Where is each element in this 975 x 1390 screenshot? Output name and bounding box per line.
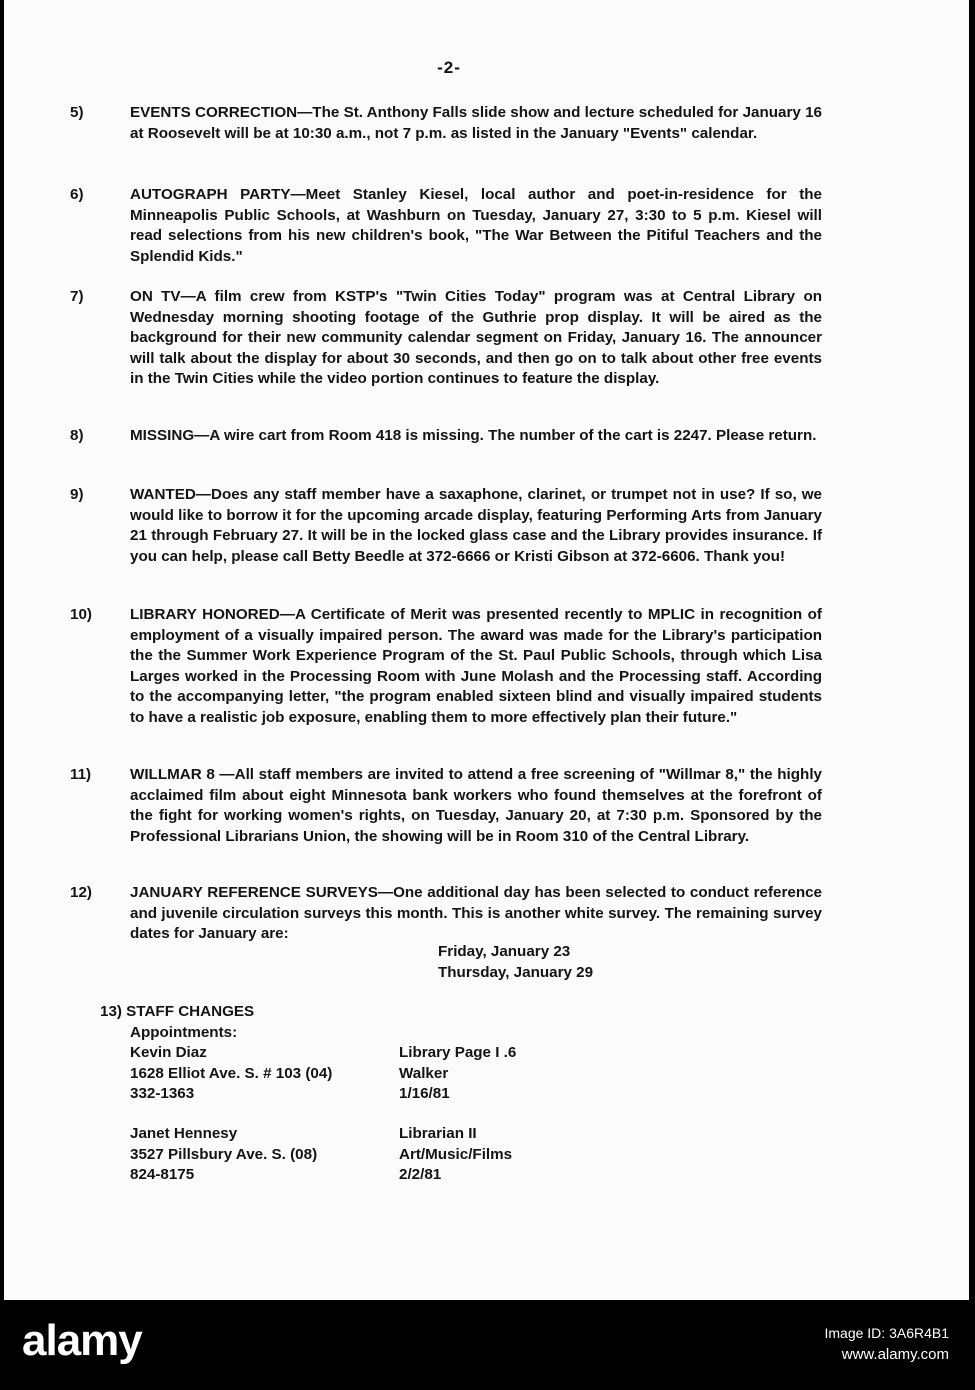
person-location: Walker <box>399 1064 449 1082</box>
item-text: EVENTS CORRECTION—The St. Anthony Falls slide show and lecture scheduled for January 16 at Roosevelt will be at 10:30 a.m., not 7 p.m. as listed in the January "Events" calendar. <box>130 104 822 142</box>
item-text: ON TV—A film crew from KSTP's "Twin Cities Today" program was at Central Library on Wednesday morning shooting footage of the Guthrie prop display. It will be aired as the background for their new community calendar segment on Friday, January 16. The announcer will talk about the display for about 30 seconds, and then go on to talk about other free events in the Twin Cities while the video portion continues to feature the display. <box>130 288 822 387</box>
item-text: WANTED—Does any staff member have a saxaphone, clarinet, or trumpet not in use? If so, we would like to borrow it for the upcoming arcade display, featuring Performing Arts from January 21 through February 27. It will be in the locked glass case and the Library provides insurance. If you can help, please call Betty Beedle at 372-6666 or Kristi Gibson at 372-6606. Thank you! <box>130 486 822 565</box>
item-text: LIBRARY HONORED—A Certificate of Merit was presented recently to MPLIC in recognition of employment of a visually impaired person. The award was made for the Library's participation the the Summer Work Experience Program of the St. Paul Public Schools, through which Lisa Larges worked in the Processing Room with June Molash and the Processing staff. According to the accompanying letter, "the program enabled sixteen blind and visually impaired students to have a realistic job exposure, enabling them to more effectively plan their future." <box>130 606 822 726</box>
image-credit <box>824 1322 949 1366</box>
staff-person-assignment <box>399 1124 512 1186</box>
person-location: Art/Music/Films <box>399 1145 513 1163</box>
item-number: 7) <box>70 288 84 305</box>
news-item <box>70 103 822 144</box>
appointments-label: Appointments: <box>130 1023 238 1041</box>
item-text: WILLMAR 8 —All staff members are invited to attend a free screening of "Willmar 8," the highly acclaimed film about eight Minnesota bank workers who found themselves at the forefront of the fight for working women's rights, on Tuesday, January 20, at 7:30 p.m. Sponsored by the Professional Librarians Union, the showing will be in Room 310 of the Central Library. <box>130 766 822 845</box>
item-number: 6) <box>70 186 84 203</box>
item-number: 11) <box>70 766 92 783</box>
person-date: 2/2/81 <box>399 1166 442 1183</box>
watermark-banner <box>0 1300 975 1390</box>
news-item <box>70 287 822 390</box>
news-item <box>70 765 822 847</box>
item-number: 5) <box>70 104 84 121</box>
person-date: 1/16/81 <box>399 1085 450 1102</box>
news-item <box>70 485 822 567</box>
news-item <box>70 426 822 447</box>
alamy-logo: alamy <box>22 1316 142 1365</box>
person-position: Librarian II <box>399 1125 477 1142</box>
image-id: Image ID: 3A6R4B1 <box>824 1325 949 1341</box>
person-address: 1628 Elliot Ave. S. # 103 (04) <box>130 1064 333 1082</box>
person-name: Janet Hennesy <box>130 1125 238 1142</box>
person-phone: 332-1363 <box>130 1085 195 1102</box>
staff-person-contact <box>130 1124 317 1186</box>
alamy-url: www.alamy.com <box>841 1346 949 1363</box>
item-text: AUTOGRAPH PARTY—Meet Stanley Kiesel, local author and poet-in-residence for the Minneapolis Public Schools, at Washburn on Tuesday, January 27, 3:30 to 5 p.m. Kiesel will read selections from his new children's book, "The War Between the Pitiful Teachers and the Splendid Kids." <box>130 186 822 265</box>
document-page <box>4 0 969 1300</box>
news-item <box>70 605 822 728</box>
item-text: JANUARY REFERENCE SURVEYS—One additional day has been selected to conduct reference and juvenile circulation surveys this month. This is another white survey. The remaining survey dates for January are: <box>130 884 822 942</box>
section-heading: 13) STAFF CHANGES <box>100 1003 255 1020</box>
person-position: Library Page I .6 <box>399 1044 517 1061</box>
item-text: MISSING—A wire cart from Room 418 is missing. The number of the cart is 2247. Please return. <box>130 427 817 444</box>
staff-person-contact <box>130 1043 332 1105</box>
item-number: 9) <box>70 486 84 503</box>
staff-changes-heading <box>100 1002 254 1043</box>
survey-date: Friday, January 23 <box>438 943 571 960</box>
item-number: 8) <box>70 427 84 444</box>
news-item <box>70 185 822 267</box>
page-number: -2- <box>437 58 461 77</box>
survey-date: Thursday, January 29 <box>438 963 594 981</box>
news-item <box>70 883 822 945</box>
staff-person-assignment <box>399 1043 516 1105</box>
person-name: Kevin Diaz <box>130 1044 207 1061</box>
person-address: 3527 Pillsbury Ave. S. (08) <box>130 1145 318 1163</box>
item-number: 10) <box>70 606 92 623</box>
person-phone: 824-8175 <box>130 1166 195 1183</box>
item-number: 12) <box>70 884 92 901</box>
survey-dates <box>438 942 593 983</box>
